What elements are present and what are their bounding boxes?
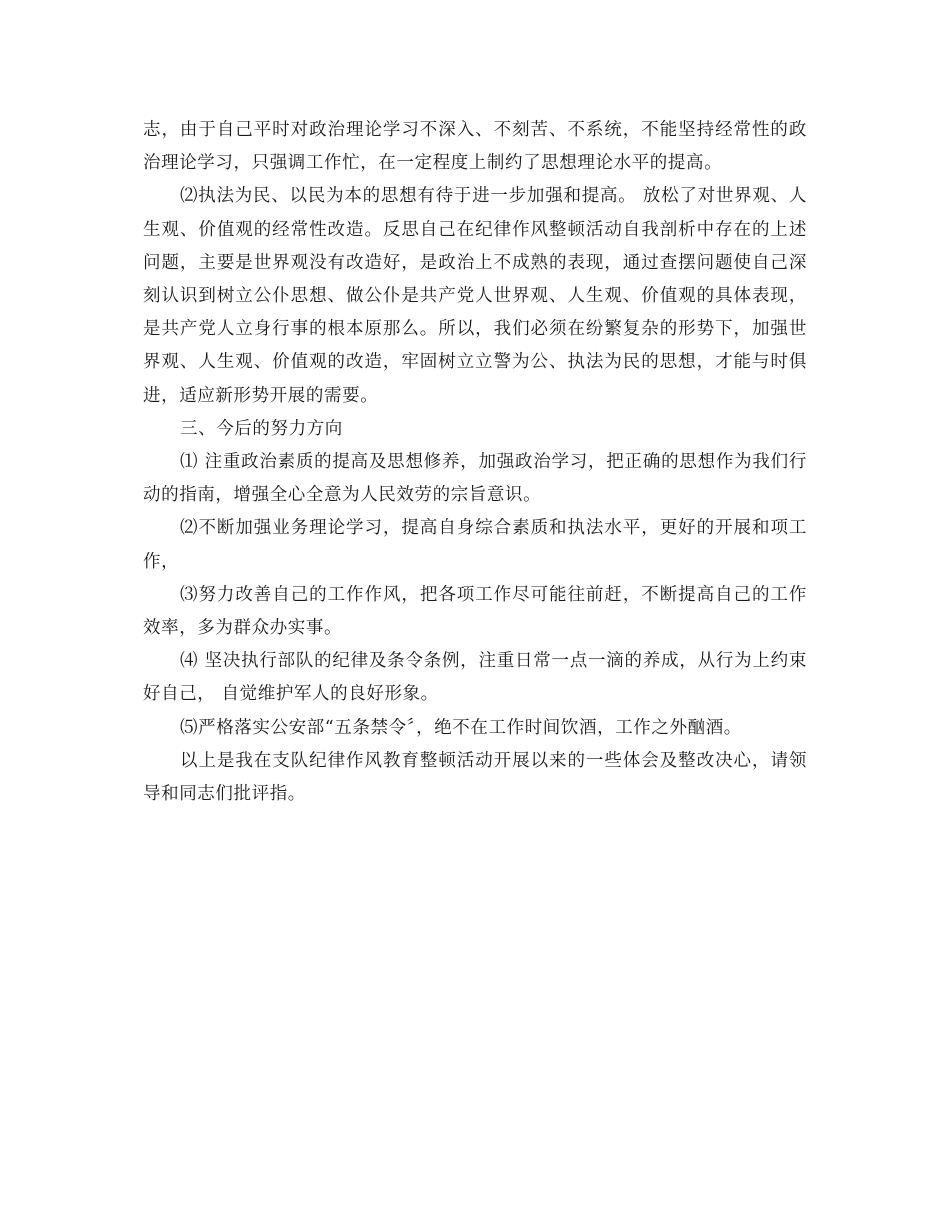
section-heading-future-direction: 三、今后的努力方向: [180, 418, 343, 439]
paragraph-item-3-work-style: ⑶努力改善自己的工作作风，把各项工作尽可能往前赶，不断提高自己的工作效率，多为群众办实事。: [143, 584, 807, 639]
document-body: [143, 114, 807, 811]
paragraph-continuation: 志，由于自己平时对政治理论学习不深入、不刻苦、不系统，不能坚持经常性的政治理论学习，只强调工作忙，在一定程度上制约了思想理论水平的提高。: [143, 120, 807, 174]
paragraph-closing: 以上是我在支队纪律作风教育整顿活动开展以来的一些体会及整改决心，请领导和同志们批评指。: [143, 750, 807, 805]
paragraph-item-2-law-enforcement: ⑵执法为民、以民为本的思想有待于进一步加强和提高。 放松了对世界观、人生观、价值观的经常性改造。反思自己在纪律作风整顿活动自我剖析中存在的上述问题，主要是世界观没有改造好，是政治上不成熟的表现，通过查摆问题使自己深刻认识到树立公仆思想、做公仆是共产党人世界观、人生观、价值观的具体表现，是共产党人立身行事的根本原那么。所以，我们必须在纷繁复杂的形势下，加强世界观、人生观、价值观的改造，牢固树立立警为公、执法为民的思想，才能与时俱进，适应新形势开展的需要。: [143, 186, 807, 406]
paragraph-item-5-five-prohibitions: ⑸严格落实公安部“五条禁令〞，绝不在工作时间饮酒，工作之外酗酒。: [180, 717, 742, 738]
paragraph-item-2-business-study: ⑵不断加强业务理论学习，提高自身综合素质和执法水平，更好的开展和项工作，: [143, 518, 807, 572]
paragraph-item-1-political-quality: ⑴ 注重政治素质的提高及思想修养，加强政治学习，把正确的思想作为我们行动的指南，增强全心全意为人民效劳的宗旨意识。: [143, 452, 807, 506]
paragraph-item-4-discipline: ⑷ 坚决执行部队的纪律及条令条例，注重日常一点一滴的养成，从行为上约束好自己， 自觉维护军人的良好形象。: [143, 651, 807, 705]
